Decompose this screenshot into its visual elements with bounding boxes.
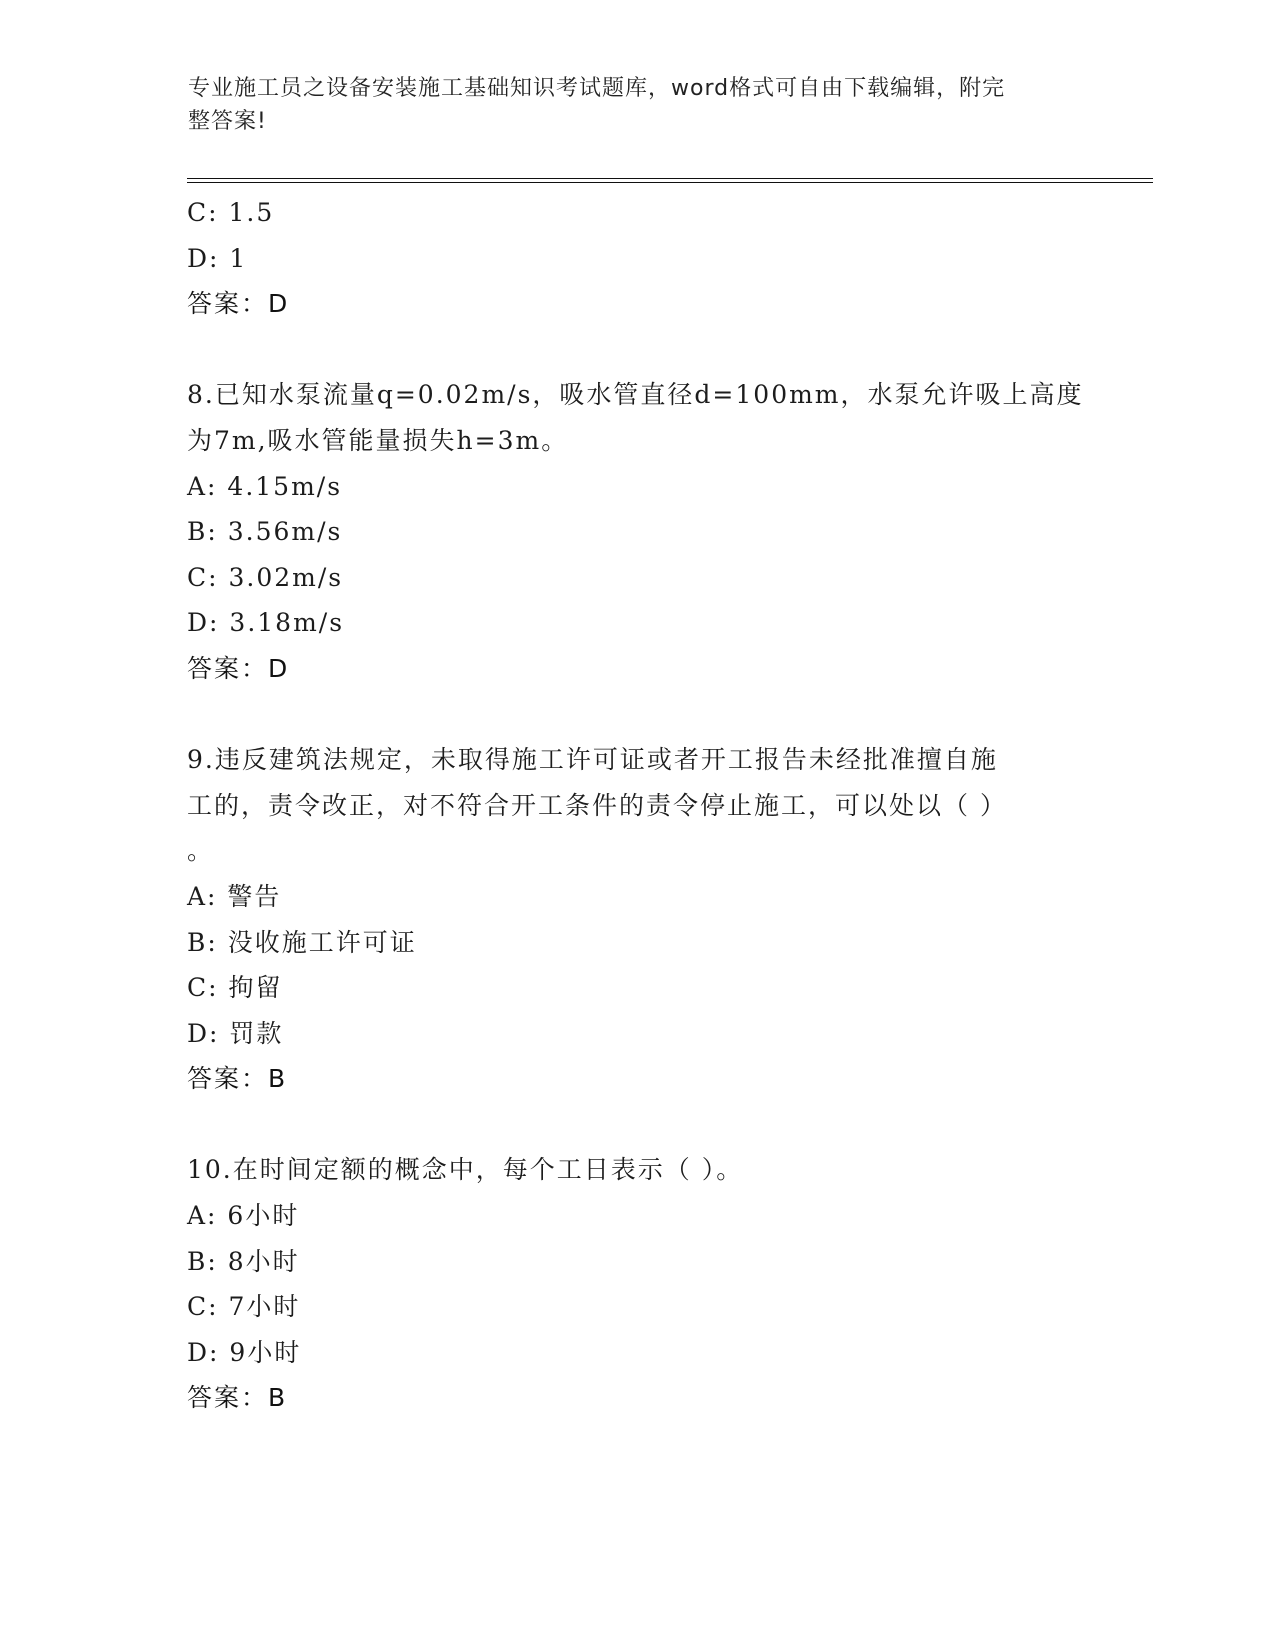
header-line-1: 专业施工员之设备安装施工基础知识考试题库，word格式可自由下载编辑，附完: [188, 76, 1006, 101]
option-d: D: 罚款: [187, 1018, 284, 1048]
option-b: B: 没收施工许可证: [187, 927, 417, 957]
question-text-line: 8.已知水泵流量q=0.02m/s，吸水管直径d=100mm，水泵允许吸上高度: [187, 380, 1084, 410]
question-text-line: 为7m,吸水管能量损失h=3m。: [187, 425, 569, 455]
question-9: [187, 737, 1087, 1102]
option-c: C: 3.02m/s: [187, 562, 344, 592]
header-line-2: 整答案!: [188, 109, 267, 134]
option-d: D: 1: [187, 243, 248, 273]
header-rule-bottom: [187, 182, 1153, 183]
option-d: D: 9小时: [187, 1337, 302, 1367]
prev-question-block: [187, 190, 1087, 327]
header-rule-top: [187, 178, 1153, 179]
option-c: C: 1.5: [187, 198, 275, 227]
answer-label: 答案：B: [187, 1064, 288, 1094]
option-a: A: 警告: [187, 881, 282, 911]
answer-label: 答案：B: [187, 1383, 288, 1413]
question-list: [187, 190, 1087, 1421]
option-b: B: 8小时: [187, 1246, 300, 1276]
spacer: [187, 692, 1087, 738]
question-8: [187, 372, 1087, 691]
option-a: A: 6小时: [187, 1201, 300, 1231]
option-d: D: 3.18m/s: [187, 608, 345, 638]
document-header: [188, 72, 1088, 138]
question-text-line: 10.在时间定额的概念中，每个工日表示（ ）。: [187, 1155, 744, 1185]
question-text-line: 9.违反建筑法规定，未取得施工许可证或者开工报告未经批准擅自施: [187, 745, 998, 775]
option-b: B: 3.56m/s: [187, 517, 343, 547]
option-a: A: 4.15m/s: [187, 471, 343, 501]
question-text-line: 。: [187, 836, 215, 866]
answer-label: 答案：D: [187, 289, 290, 319]
spacer: [187, 327, 1087, 373]
answer-label: 答案：D: [187, 653, 290, 683]
option-c: C: 拘留: [187, 973, 283, 1003]
question-text-line: 工的，责令改正，对不符合开工条件的责令停止施工，可以处以（ ）: [187, 790, 1007, 820]
option-c: C: 7小时: [187, 1292, 301, 1322]
spacer: [187, 1102, 1087, 1148]
question-10: [187, 1147, 1087, 1421]
